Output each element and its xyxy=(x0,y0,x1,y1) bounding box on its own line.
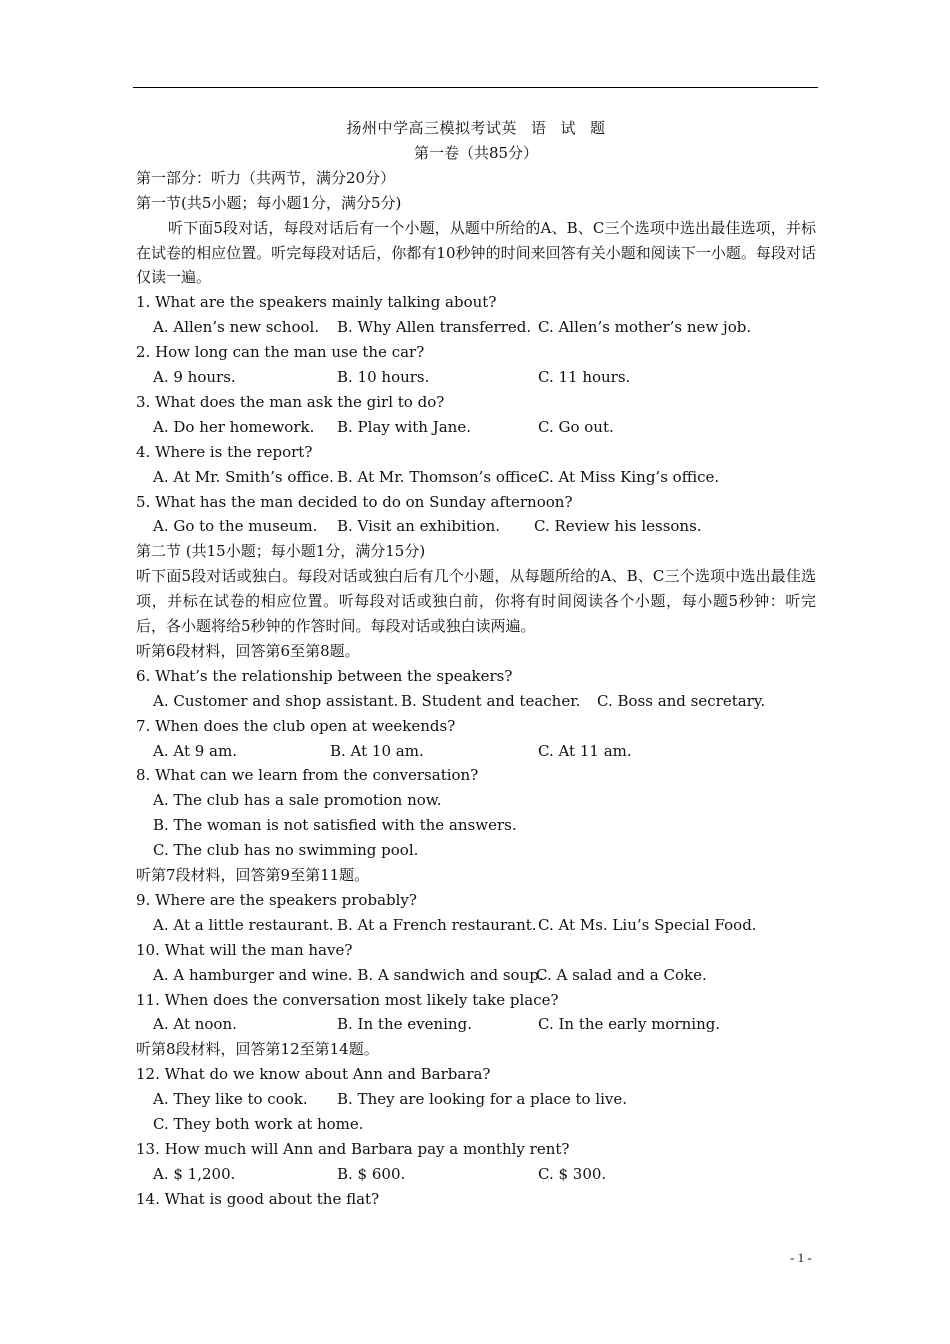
section2-heading: 第二节 (共15小题；每小题1分，满分15分) xyxy=(136,542,426,561)
option-b: B. 10 hours. xyxy=(337,368,430,387)
option-b: B. $ 600. xyxy=(337,1164,406,1183)
material-6-heading: 听第6段材料，回答第6至第8题。 xyxy=(136,641,360,660)
question-1: 1. What are the speakers mainly talking about? xyxy=(136,293,497,312)
option-b: B. Play with Jane. xyxy=(337,417,471,436)
question-11: 11. When does the conversation most likely take place? xyxy=(136,990,559,1009)
option-a: A. Customer and shop assistant. xyxy=(153,691,399,710)
option-c: C. Boss and secretary. xyxy=(597,691,766,710)
question-1-options xyxy=(136,315,816,340)
question-10-options xyxy=(136,963,816,988)
option-c: C. 11 hours. xyxy=(538,368,631,387)
question-12-options xyxy=(136,1087,816,1112)
exam-page xyxy=(136,114,816,1212)
option-b: B. They are looking for a place to live. xyxy=(337,1090,628,1109)
question-3-options xyxy=(136,415,816,440)
option-c: C. The club has no swimming pool. xyxy=(153,841,419,860)
option-c: C. Allen’s mother’s new job. xyxy=(538,318,752,337)
option-b: B. In the evening. xyxy=(337,1015,472,1034)
question-2: 2. How long can the man use the car? xyxy=(136,343,425,362)
option-a: A. $ 1,200. xyxy=(153,1164,236,1183)
question-2-options xyxy=(136,365,816,390)
exam-title: 扬州中学高三模拟考试英 语 试 题 xyxy=(346,119,606,137)
question-12: 12. What do we know about Ann and Barbara? xyxy=(136,1065,491,1084)
question-7-options xyxy=(136,739,816,764)
option-c: C. At Ms. Liu’s Special Food. xyxy=(538,915,757,934)
question-11-options xyxy=(136,1012,816,1037)
question-13: 13. How much will Ann and Barbara pay a monthly rent? xyxy=(136,1139,570,1158)
option-c: C. $ 300. xyxy=(538,1164,607,1183)
header-rule xyxy=(133,87,818,88)
option-c: C. Go out. xyxy=(538,417,614,436)
option-a: A. At Mr. Smith’s office. xyxy=(153,467,334,486)
option-c: C. Review his lessons. xyxy=(534,517,702,536)
question-10: 10. What will the man have? xyxy=(136,940,353,959)
option-a: A. The club has a sale promotion now. xyxy=(153,791,442,810)
section1-instructions: 听下面5段对话，每段对话后有一个小题，从题中所给的A、B、C三个选项中选出最佳选项，并标在试卷的相应位置。听完每段对话后，你都有10秒钟的时间来回答有关小题和阅读下一小题。每段对话仅读一遍。 xyxy=(136,218,816,287)
option-a: A. At a little restaurant. xyxy=(153,915,334,934)
page-number: - 1 - xyxy=(790,1250,812,1265)
question-5-options xyxy=(136,514,816,539)
volume-heading: 第一卷（共85分） xyxy=(413,143,539,162)
option-a: A. Go to the museum. xyxy=(153,517,318,536)
option-ab: A. A hamburger and wine. B. A sandwich and soup. xyxy=(153,965,544,984)
question-13-options xyxy=(136,1162,816,1187)
option-b: B. At Mr. Thomson’s office. xyxy=(337,467,543,486)
question-8: 8. What can we learn from the conversation? xyxy=(136,766,479,785)
option-c: C. At 11 am. xyxy=(538,741,632,760)
option-b: B. Visit an exhibition. xyxy=(337,517,501,536)
question-3: 3. What does the man ask the girl to do? xyxy=(136,392,445,411)
option-c: C. They both work at home. xyxy=(153,1115,364,1134)
question-6: 6. What’s the relationship between the speakers? xyxy=(136,666,513,685)
section1-heading: 第一节(共5小题；每小题1分，满分5分) xyxy=(136,193,402,212)
option-b: B. At a French restaurant. xyxy=(337,915,537,934)
option-a: A. Allen’s new school. xyxy=(153,318,320,337)
material-8-heading: 听第8段材料，回答第12至第14题。 xyxy=(136,1040,379,1059)
option-b: B. Student and teacher. xyxy=(401,691,581,710)
option-c: C. At Miss King’s office. xyxy=(538,467,720,486)
option-c: C. A salad and a Coke. xyxy=(536,965,707,984)
question-6-options xyxy=(136,689,816,714)
question-4-options xyxy=(136,465,816,490)
section2-instructions: 听下面5段对话或独白。每段对话或独白后有几个小题，从每题所给的A、B、C三个选项中选出最佳选项，并标在试卷的相应位置。听每段对话或独白前，你将有时间阅读各个小题，每小题5秒钟：听完后，各小题将给5秒钟的作答时间。每段对话或独白读两遍。 xyxy=(136,567,816,636)
option-a: A. They like to cook. xyxy=(153,1090,308,1109)
option-a: A. At 9 am. xyxy=(153,741,237,760)
question-9: 9. Where are the speakers probably? xyxy=(136,890,417,909)
option-c: C. In the early morning. xyxy=(538,1015,721,1034)
question-5: 5. What has the man decided to do on Sunday afternoon? xyxy=(136,492,573,511)
question-4: 4. Where is the report? xyxy=(136,442,313,461)
option-b: B. At 10 am. xyxy=(330,741,424,760)
option-a: A. At noon. xyxy=(153,1015,237,1034)
question-7: 7. When does the club open at weekends? xyxy=(136,716,456,735)
part1-heading: 第一部分：听力（共两节，满分20分） xyxy=(136,168,396,187)
material-7-heading: 听第7段材料，回答第9至第11题。 xyxy=(136,866,370,885)
option-b: B. Why Allen transferred. xyxy=(337,318,532,337)
option-a: A. 9 hours. xyxy=(153,368,236,387)
option-b: B. The woman is not satisfied with the answers. xyxy=(153,816,517,835)
option-a: A. Do her homework. xyxy=(153,417,315,436)
question-9-options xyxy=(136,913,816,938)
question-14: 14. What is good about the flat? xyxy=(136,1189,380,1208)
